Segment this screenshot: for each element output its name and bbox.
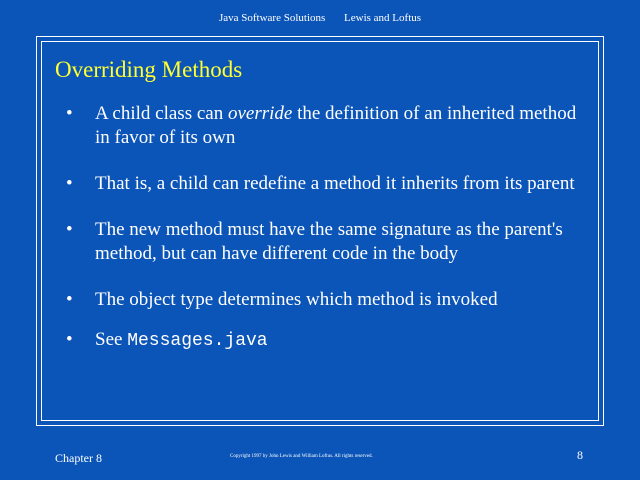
footer-chapter: Chapter 8 [55,451,102,465]
bullet-list [66,102,586,375]
bullet-item: • A child class can override the definition of an inherited method in favor of its own [66,103,577,148]
code-filename: Messages.java [127,331,268,351]
bullet-dot: • [66,173,73,194]
bullet-item: • That is, a child can redefine a method it inherits from its parent [66,173,575,194]
bullet-item: • The object type determines which method is invoked [66,289,498,310]
slide-header [0,12,640,24]
emphasis-text: override [227,103,293,124]
bullet-dot: • [66,219,73,240]
bullet-dot: • [66,329,73,350]
bullet-item: • See Messages.java [66,329,268,351]
authors: Lewis and Loftus [344,12,422,24]
bullet-dot: • [66,103,73,124]
footer-copyright: Copyright 1997 by John Lewis and William Loftus. All rights reserved. [230,454,373,459]
bullet-item: • The new method must have the same signature as the parent's method, but can have different code in the body [66,219,563,264]
bullet-dot: • [66,289,73,310]
slide-title: Overriding Methods [55,57,243,82]
book-title: Java Software Solutions [218,12,326,24]
page-number: 8 [577,448,583,462]
